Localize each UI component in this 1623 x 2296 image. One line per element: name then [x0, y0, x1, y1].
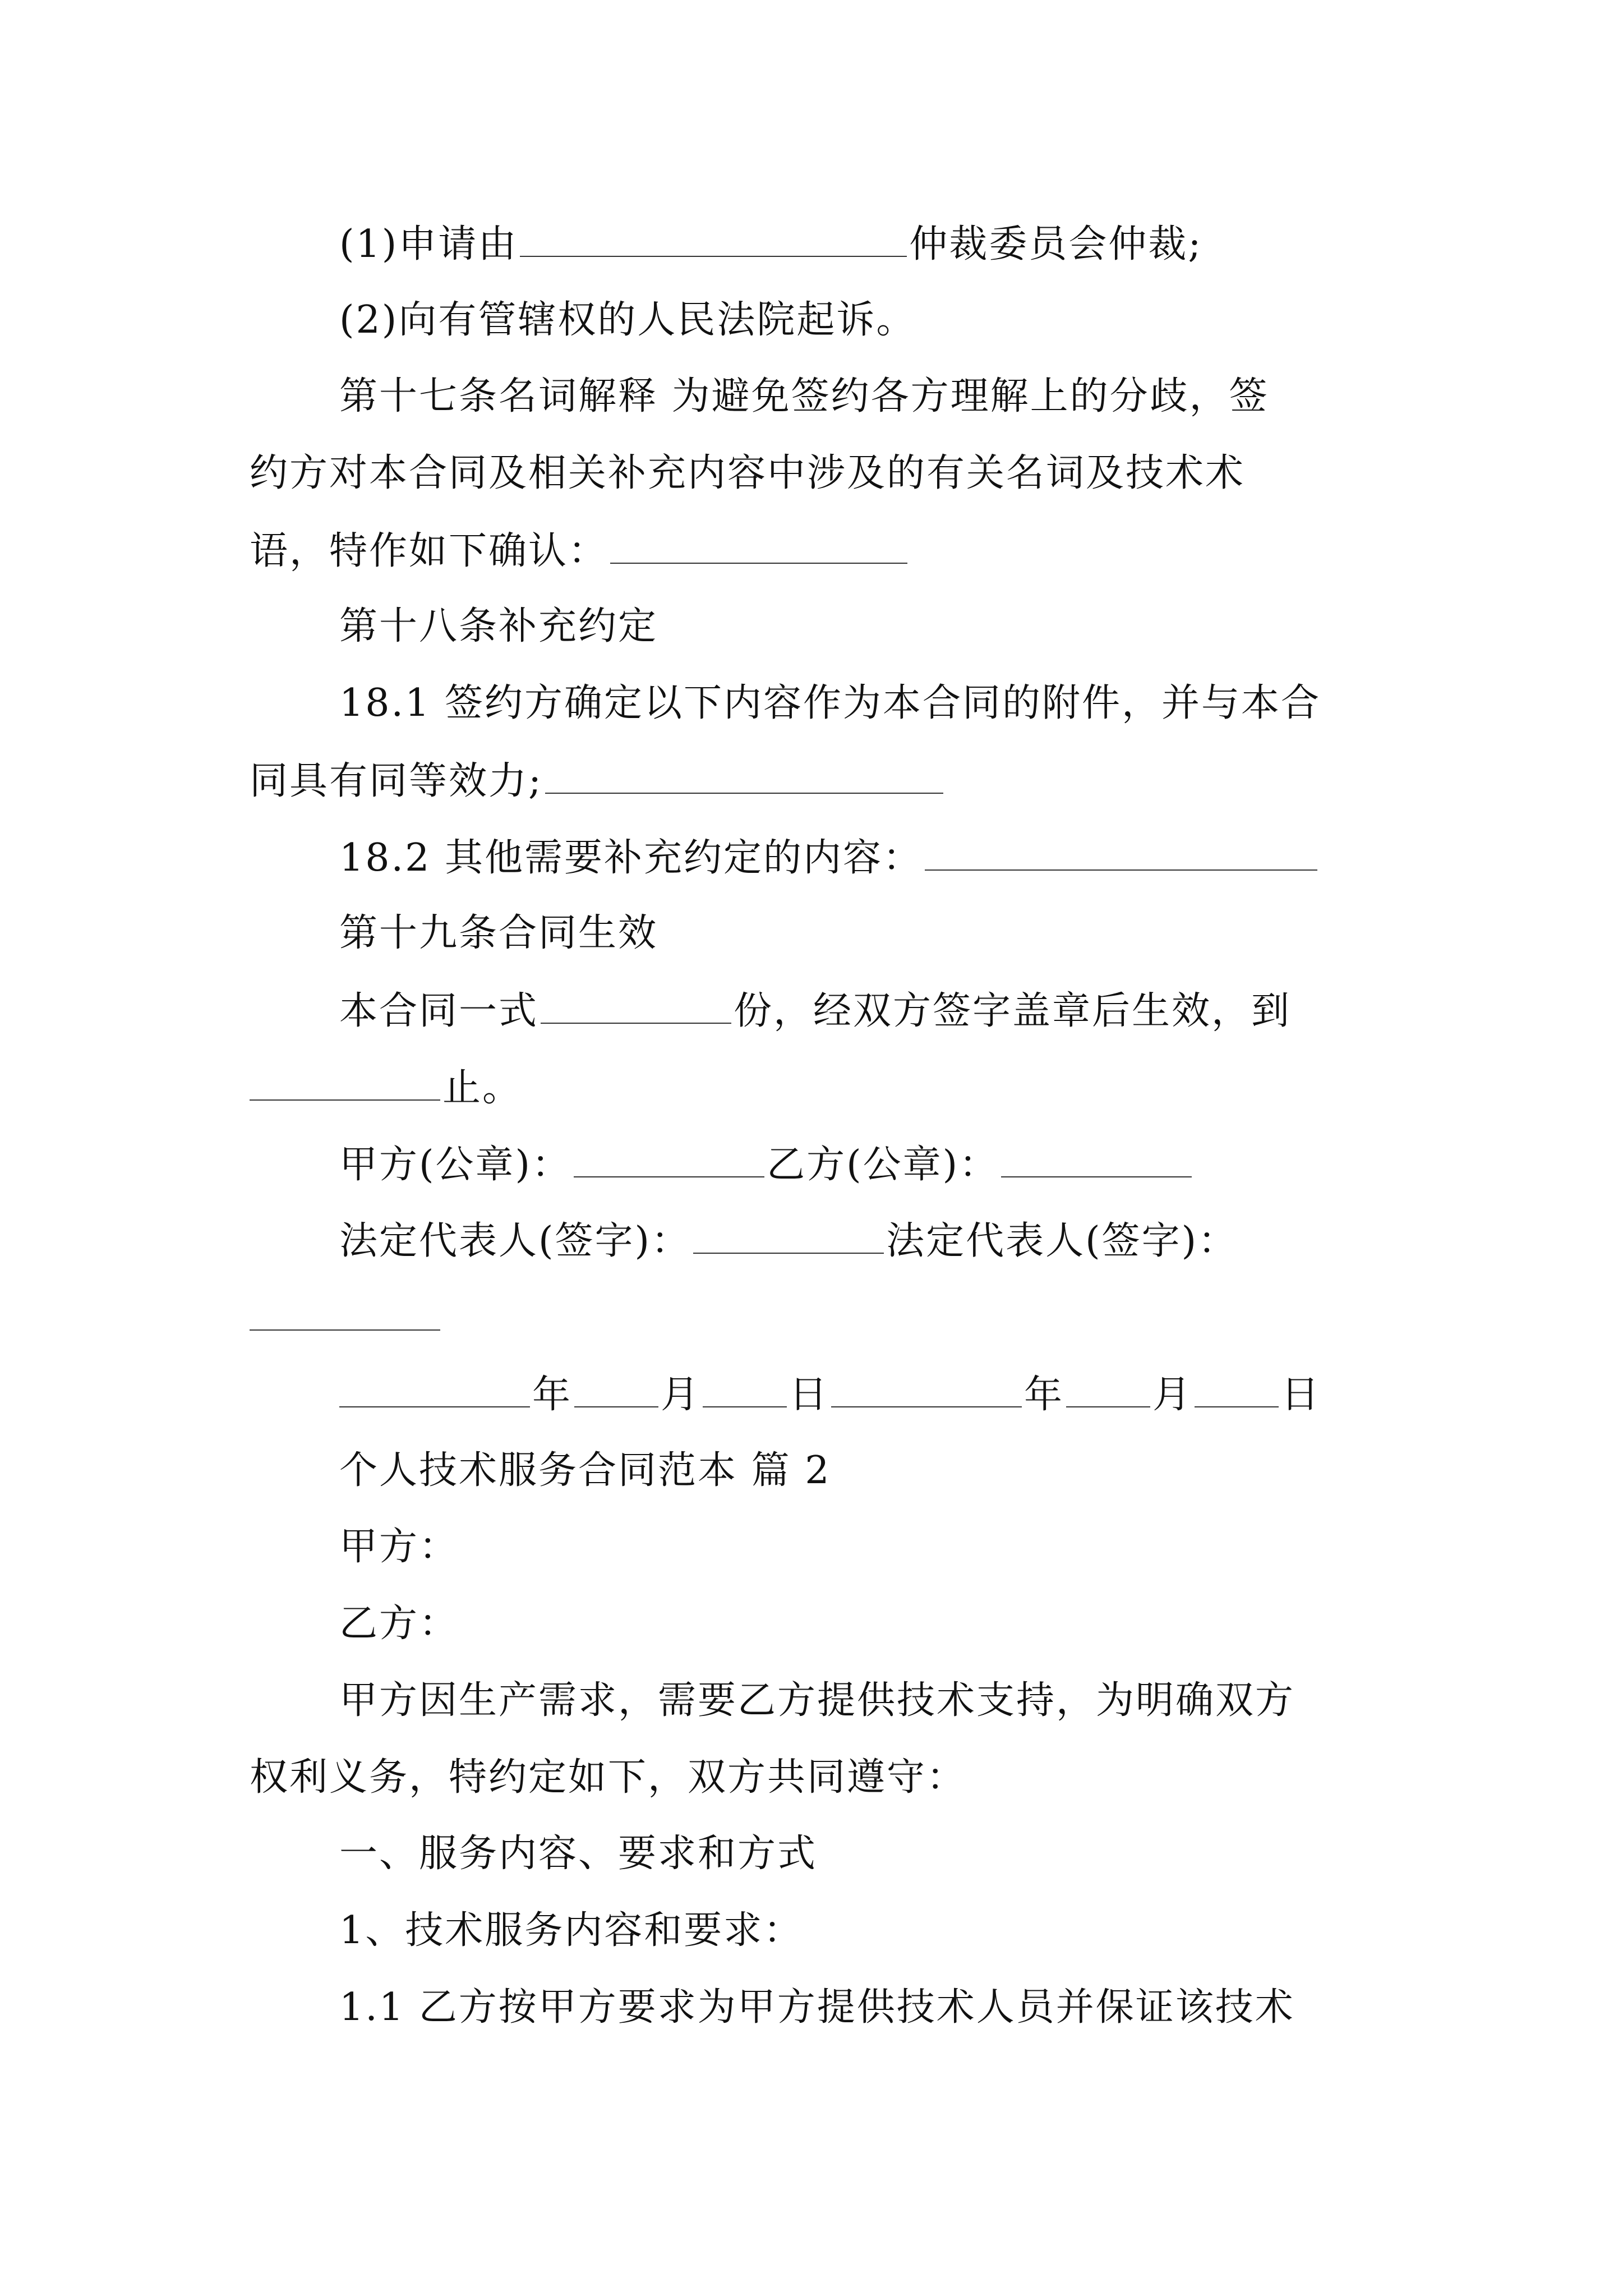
party-b-rep-blank[interactable] [250, 1298, 440, 1331]
arbitration-prefix: (1)申请由 [339, 222, 518, 266]
party-a-year-blank[interactable] [339, 1375, 530, 1407]
party-a-seal-label: 甲方(公章)： [339, 1143, 572, 1187]
article-19-end [250, 1066, 523, 1110]
article-18-heading: 第十八条补充约定 [339, 604, 658, 648]
article-19-heading: 第十九条合同生效 [339, 911, 658, 955]
clause-arbitration-option [339, 224, 1202, 264]
clause-1-1: 1.1 乙方按甲方要求为甲方提供技术人员并保证该技术 [339, 1985, 1295, 2030]
party-b-rep-label: 法定代表人(签字)： [886, 1219, 1238, 1263]
representative-line-cont [250, 1298, 442, 1337]
confirm-label: 语，特作如下确认： [250, 529, 608, 573]
intro-paragraph-cont: 权利义务，特约定如下，双方共同遵守： [250, 1755, 967, 1800]
party-a-rep-blank[interactable] [693, 1221, 884, 1254]
year-label-b: 年 [1024, 1373, 1064, 1417]
copies-prefix: 本合同一式 [339, 989, 539, 1033]
copies-count-blank[interactable] [541, 991, 731, 1024]
party-a-label: 甲方： [339, 1525, 459, 1569]
representative-line [339, 1219, 1238, 1263]
intro-paragraph: 甲方因生产需求，需要乙方提供技术支持，为明确双方 [339, 1678, 1295, 1723]
article-17-heading: 第十七条名词解释 为避免签约各方理解上的分歧，签 [339, 374, 1269, 418]
party-b-seal-label: 乙方(公章)： [767, 1143, 999, 1187]
section-1-heading: 一、服务内容、要求和方式 [339, 1832, 818, 1876]
clause-litigation-option: (2)向有管辖权的人民法院起诉。 [339, 298, 916, 342]
party-b-year-blank[interactable] [831, 1375, 1022, 1407]
clause-18-2 [339, 836, 1320, 880]
copies-suffix: 份，经双方签字盖章后生效，到 [734, 989, 1292, 1033]
date-line [339, 1373, 1321, 1417]
section-title-part-2: 个人技术服务合同范本 篇 2 [339, 1448, 831, 1493]
party-b-month-blank[interactable] [1066, 1375, 1150, 1407]
arbitration-commission-blank[interactable] [520, 224, 907, 257]
terms-definition-blank[interactable] [610, 531, 907, 564]
party-a-day-blank[interactable] [703, 1375, 787, 1407]
party-b-seal-blank[interactable] [1001, 1145, 1192, 1177]
party-a-seal-blank[interactable] [574, 1145, 764, 1177]
day-label-b: 日 [1281, 1373, 1321, 1417]
clause-18-1-cont [250, 759, 946, 803]
year-label-a: 年 [532, 1373, 573, 1417]
clause-18-1-label: 同具有同等效力; [250, 759, 543, 803]
party-b-day-blank[interactable] [1195, 1375, 1279, 1407]
month-label-b: 月 [1152, 1373, 1193, 1417]
party-b-label: 乙方： [339, 1602, 459, 1646]
attachment-blank[interactable] [545, 761, 943, 794]
article-17-confirm [250, 529, 910, 573]
subsection-1-heading: 1、技术服务内容和要求： [339, 1908, 804, 1953]
clause-18-2-label: 18.2 其他需要补充约定的内容： [339, 836, 923, 880]
article-17-text: 约方对本合同及相关补充内容中涉及的有关名词及技术术 [250, 451, 1246, 495]
seal-line [339, 1143, 1194, 1187]
party-a-rep-label: 法定代表人(签字)： [339, 1219, 691, 1263]
expiry-date-blank[interactable] [250, 1068, 440, 1101]
party-a-month-blank[interactable] [574, 1375, 658, 1407]
arbitration-suffix: 仲裁委员会仲裁; [909, 222, 1203, 266]
end-word: 止。 [442, 1066, 523, 1110]
clause-18-1: 18.1 签约方确定以下内容作为本合同的附件，并与本合 [339, 681, 1321, 725]
supplement-blank[interactable] [925, 838, 1317, 871]
day-label-a: 日 [789, 1373, 829, 1417]
month-label-a: 月 [661, 1373, 701, 1417]
article-19-text [339, 989, 1292, 1033]
